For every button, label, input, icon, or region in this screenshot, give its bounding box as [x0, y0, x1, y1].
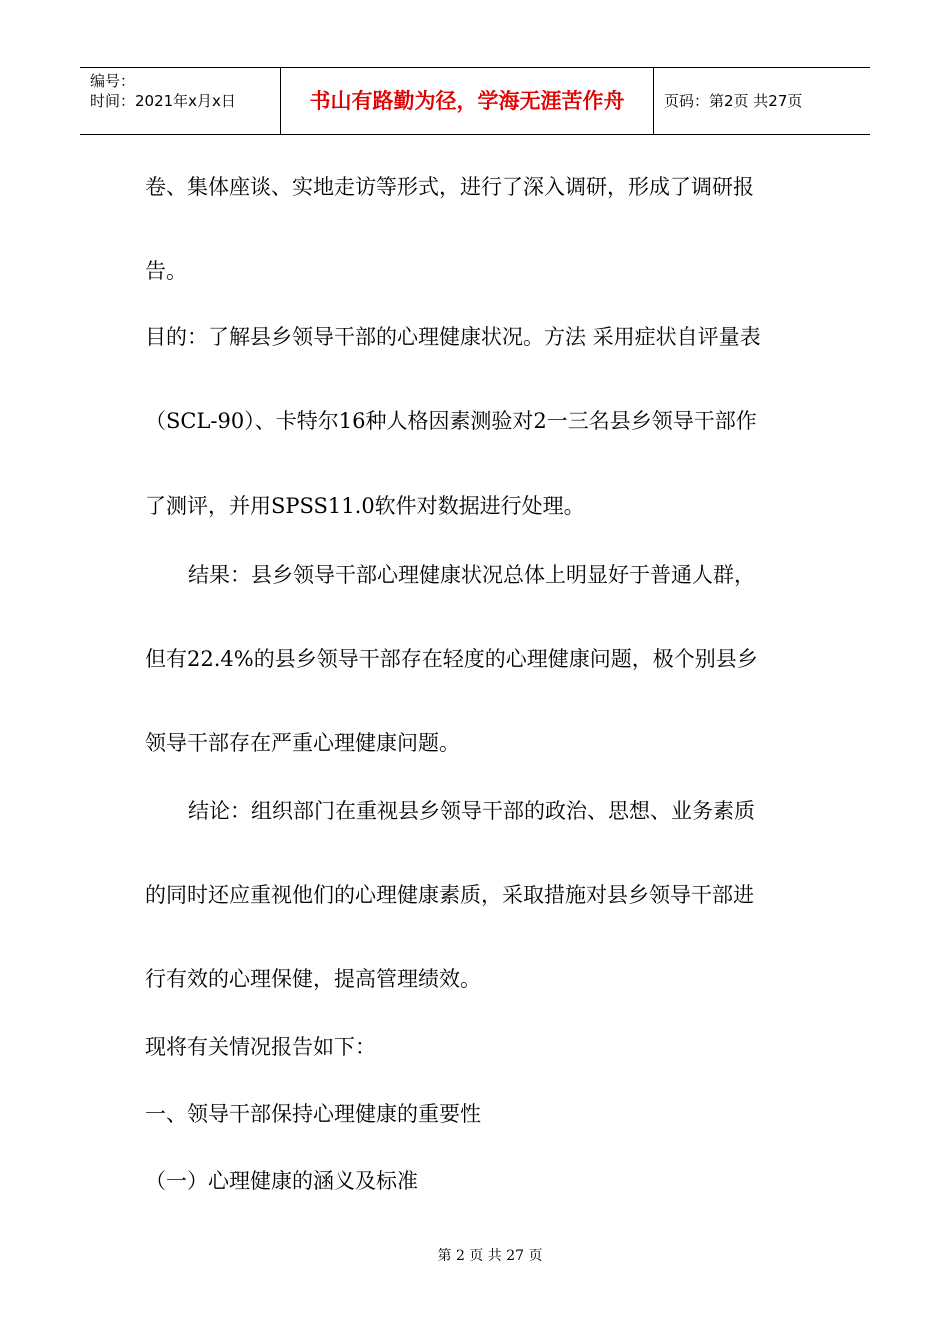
header-motto: 书山有路勤为径，学海无涯苦作舟	[281, 68, 654, 134]
header-number-label: 编号：	[90, 72, 136, 90]
header-meta	[80, 68, 281, 134]
body-line: 领导干部存在严重心理健康问题。	[145, 731, 460, 755]
body-line: 但有22.4%的县乡领导干部存在轻度的心理健康问题，极个别县乡	[145, 647, 758, 671]
document-header	[80, 67, 870, 135]
page-footer: 第 2 页 共 27 页	[437, 1248, 543, 1264]
header-page-info: 页码：第2页 共27页	[664, 92, 803, 110]
body-line: 目的：了解县乡领导干部的心理健康状况。方法 采用症状自评量表	[145, 325, 761, 349]
body-line: 了测评，并用SPSS11.0软件对数据进行处理。	[145, 494, 585, 518]
body-line: 的同时还应重视他们的心理健康素质，采取措施对县乡领导干部进	[145, 883, 754, 907]
body-line: （SCL-90）、卡特尔16种人格因素测验对2一三名县乡领导干部作	[145, 409, 757, 433]
body-line: 结果：县乡领导干部心理健康状况总体上明显好于普通人群，	[188, 563, 755, 587]
body-line: 行有效的心理保健，提高管理绩效。	[145, 967, 481, 991]
body-line: 告。	[145, 259, 187, 283]
section-heading: 一、领导干部保持心理健康的重要性	[145, 1102, 481, 1126]
subsection-heading: （一）心理健康的涵义及标准	[145, 1169, 418, 1193]
body-line: 卷、集体座谈、实地走访等形式，进行了深入调研，形成了调研报	[145, 175, 754, 199]
body-line: 现将有关情况报告如下：	[145, 1035, 376, 1059]
body-line: 结论：组织部门在重视县乡领导干部的政治、思想、业务素质	[188, 799, 755, 823]
header-time-label: 时间：2021年x月x日	[90, 92, 236, 110]
